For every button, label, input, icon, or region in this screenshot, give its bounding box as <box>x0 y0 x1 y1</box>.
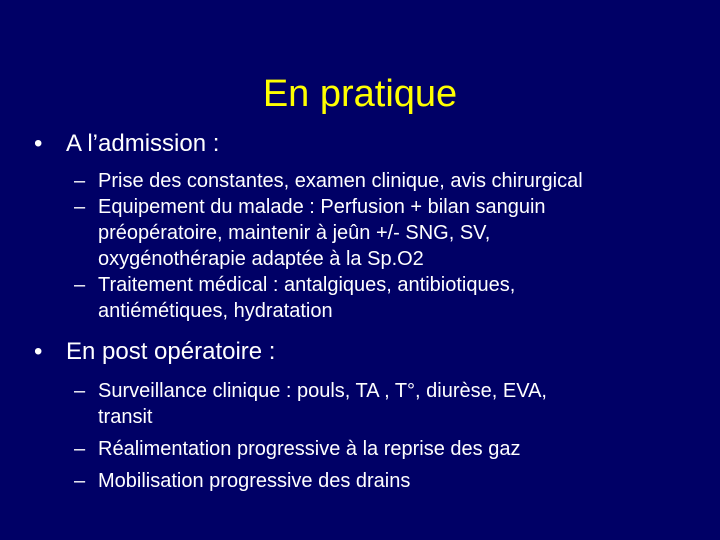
section-heading: En post opératoire : <box>66 338 276 365</box>
item-line: Prise des constantes, examen clinique, avis chirurgical <box>98 170 583 192</box>
bullet-icon: • <box>34 338 43 365</box>
dash-icon: – <box>74 380 86 402</box>
dash-icon: – <box>74 170 86 192</box>
post-operatoire-items <box>34 378 714 494</box>
bullet-admission <box>34 128 714 160</box>
item-line: oxygénothérapie adaptée à la Sp.O2 <box>98 248 424 270</box>
admission-items <box>34 168 714 324</box>
list-item <box>74 168 714 194</box>
item-line: transit <box>98 406 153 428</box>
slide-content <box>34 128 714 504</box>
item-line: Surveillance clinique : pouls, TA , T°, diurèse, EVA, <box>98 380 547 402</box>
dash-icon: – <box>74 470 86 492</box>
item-line: Mobilisation progressive des drains <box>98 470 411 492</box>
bullet-post-operatoire <box>34 336 714 368</box>
item-line: Réalimentation progressive à la reprise des gaz <box>98 438 521 460</box>
item-line: préopératoire, maintenir à jeûn +/- SNG, SV, <box>98 222 491 244</box>
list-item <box>74 272 714 324</box>
dash-icon: – <box>74 438 86 460</box>
list-item <box>74 436 714 462</box>
item-line: Traitement médical : antalgiques, antibiotiques, <box>98 274 516 296</box>
item-line: Equipement du malade : Perfusion + bilan sanguin <box>98 196 546 218</box>
section-heading: A l’admission : <box>66 130 220 157</box>
dash-icon: – <box>74 274 86 296</box>
bullet-icon: • <box>34 130 43 157</box>
dash-icon: – <box>74 196 86 218</box>
list-item <box>74 194 714 272</box>
list-item <box>74 468 714 494</box>
item-line: antiémétiques, hydratation <box>98 300 333 322</box>
list-item <box>74 378 714 430</box>
slide-title: En pratique <box>262 73 458 115</box>
